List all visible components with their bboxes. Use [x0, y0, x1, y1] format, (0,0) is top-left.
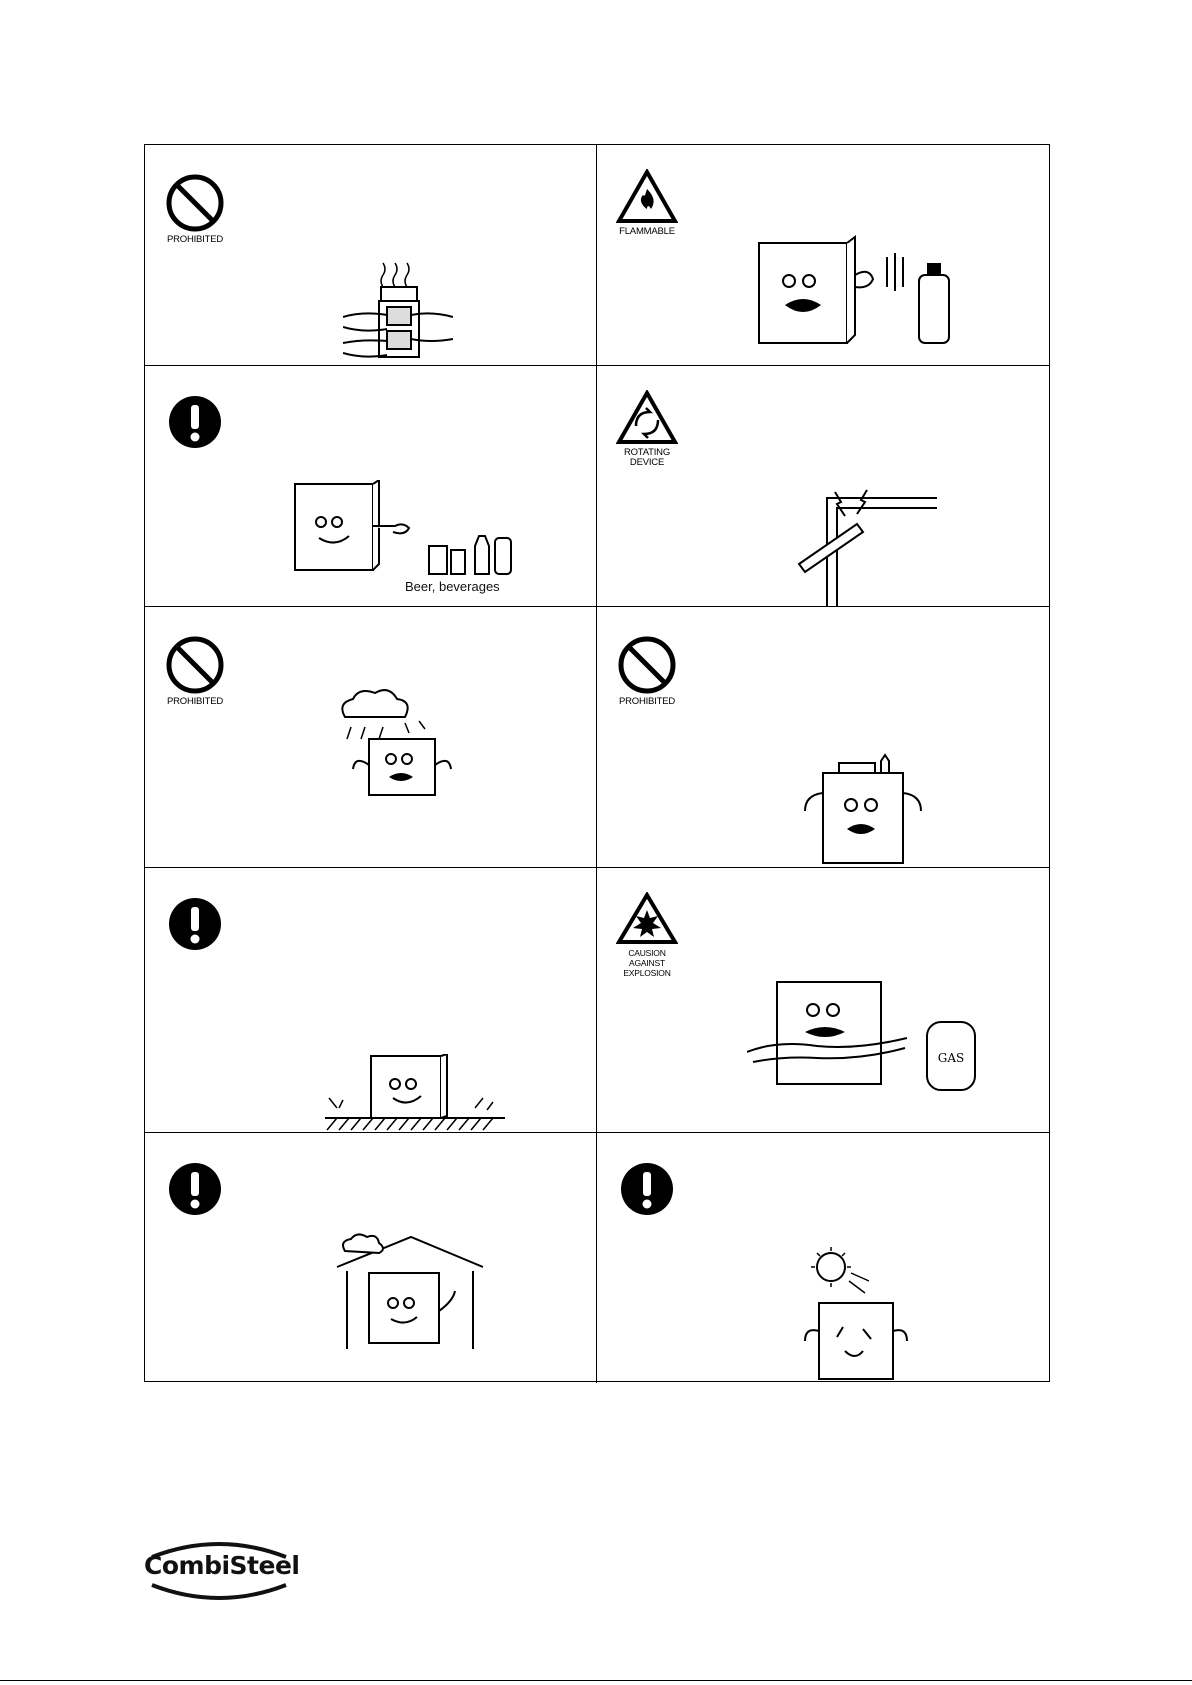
mandatory-sign — [160, 1161, 230, 1217]
sign-label: FLAMMABLE — [619, 226, 675, 237]
mandatory-sign — [160, 394, 230, 450]
sign-label-line-2: DEVICE — [629, 457, 665, 468]
panel-objects-on-top — [597, 607, 1049, 867]
panel-gas-explosion — [597, 868, 1049, 1132]
sign-label: PROHIBITED — [166, 234, 224, 245]
panel-indoor — [145, 1133, 597, 1383]
house-shelter-icon — [329, 1233, 485, 1351]
panel-flammable-spray — [597, 145, 1049, 365]
prohibited-icon — [617, 635, 677, 695]
prohibited-sign — [160, 635, 230, 707]
rotating-device-sign — [612, 390, 682, 468]
objects-on-top-icon — [797, 753, 927, 865]
table-row — [145, 366, 1049, 607]
beverages-caption: Beer, beverages — [405, 579, 500, 594]
table-row — [145, 868, 1049, 1133]
sign-label: PROHIBITED — [618, 696, 676, 707]
multi-plug-icon — [343, 257, 453, 363]
flammable-sign — [612, 169, 682, 237]
sign-label: PROHIBITED — [166, 696, 224, 707]
panel-beverages — [145, 366, 597, 606]
sign-label-line-2: EXPLOSION — [623, 968, 671, 978]
panel-sunlight — [597, 1133, 1049, 1383]
rotating-device-icon — [616, 390, 678, 446]
logo-text: CombiSteel — [144, 1551, 300, 1580]
sun-heat-icon — [797, 1247, 913, 1383]
panel-level-floor — [145, 868, 597, 1132]
spray-can-icon — [757, 235, 987, 351]
flammable-icon — [616, 169, 678, 225]
prohibited-sign — [160, 173, 230, 245]
table-row — [145, 607, 1049, 868]
prohibited-sign — [612, 635, 682, 707]
table-row — [145, 145, 1049, 366]
explosion-icon — [616, 892, 678, 946]
prohibited-icon — [165, 173, 225, 233]
mandatory-sign — [612, 1161, 682, 1217]
page-bottom-rule — [0, 1680, 1192, 1681]
sign-label-line-1: ROTATING — [623, 447, 671, 458]
caution-explosion-sign — [612, 892, 682, 978]
panel-rotating-door — [597, 366, 1049, 606]
exclamation-icon — [619, 1161, 675, 1217]
level-floor-icon — [315, 1054, 515, 1132]
gas-label: GAS — [937, 1051, 965, 1065]
exclamation-icon — [167, 1161, 223, 1217]
exclamation-icon — [167, 394, 223, 450]
sign-label-line-1: CAUSION AGAINST — [628, 948, 666, 968]
prohibited-icon — [165, 635, 225, 695]
combisteel-logo — [144, 1535, 300, 1603]
exclamation-icon — [167, 896, 223, 952]
mandatory-sign — [160, 896, 230, 952]
gas-leak-icon — [747, 978, 983, 1096]
panel-hot-plugs — [145, 145, 597, 365]
table-row — [145, 1133, 1049, 1383]
rain-cloud-icon — [335, 687, 475, 799]
safety-warnings-table — [144, 144, 1050, 1382]
door-hinge-icon — [797, 472, 937, 606]
panel-rain — [145, 607, 597, 867]
